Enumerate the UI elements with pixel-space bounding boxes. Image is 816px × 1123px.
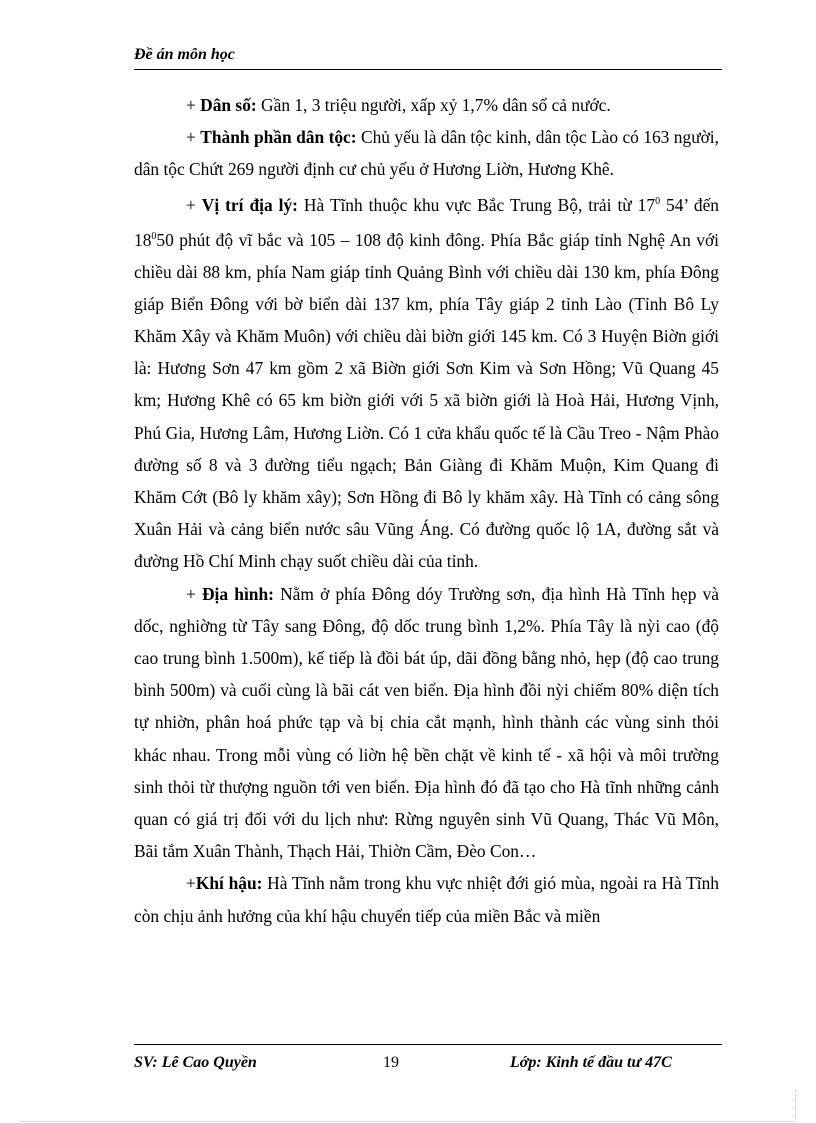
document-body [134,89,719,932]
paragraph-text-continued: 50 phút độ vĩ bắc và 105 – 108 độ kinh đông. Phía Bắc giáp tỉnh Nghệ An với chiều dài 88 km, phía Nam giáp tỉnh Quảng Bình với chiều dài 130 km, phía Đông giáp Biển Đông với bờ biển dài 137 km, phía Tây giáp 2 tỉnh Lào (Tỉnh Bô Ly Khăm Xây và Khăm Muôn) với chiều dài biờn giới 145 km. Có 3 Huyện Biờn giới là: Hương Sơn 47 km gồm 2 xã Biờn giới Sơn Kim và Sơn Hồng; Vũ Quang 45 km; Hương Khê có 65 km biờn giới với 5 xã biờn giới là Hoà Hải, Hương Vịnh, Phú Gia, Hương Lâm, Hương Liờn. Có 1 cửa khẩu quốc tế là Cầu Treo - Nậm Phào đường số 8 và 3 đường tiểu ngạch; Bản Giàng đi Khăm Muộn, Kim Quang đi Khăm Cớt (Bô ly khăm xây); Sơn Hồng đi Bô ly khăm xây. Hà Tĩnh có cảng sông Xuân Hải và cảng biển nước sâu Vũng Áng. Có đường quốc lộ 1A, đường sắt và đường Hồ Chí Minh chạy suốt chiều dài của tỉnh. [134,229,719,572]
paragraph-label: Khí hậu: [195,873,263,894]
footer-class: Lớp: Kinh tế đầu tư 47C [510,1054,672,1071]
paragraph-label: Vị trí địa lý: [201,194,298,215]
paragraph-text-continued: 54’ đến 18 [134,194,720,250]
paragraph-text: Gần 1, 3 triệu người, xấp xỷ 1,7% dân số cả nước. [256,95,611,115]
header-divider [134,69,722,70]
footer-page-number: 19 [383,1054,399,1071]
paragraph-label: Địa hình: [202,583,274,604]
page-border-dots [20,1121,796,1122]
paragraph-thanh-phan-dan-toc: + Thành phần dân tộc: Chủ yếu là dân tộc kinh, dân tộc Lào có 163 người, dân tộc Chứt 269 người định cư chủ yếu ở Hương Liờn, Hương Khê. [134,127,719,180]
paragraph-label: Thành phần dân tộc: [200,127,357,148]
page-border-dots-vertical [795,1090,796,1122]
footer-divider [134,1044,722,1045]
paragraph-khi-hau: +Khí hậu: Hà Tĩnh nằm trong khu vực nhiệt đới gió mùa, ngoài ra Hà Tĩnh còn chịu ảnh hưởng của khí hậu chuyển tiếp của miền Bắc và miền [134,873,719,926]
degree-superscript: 0 [655,195,661,207]
paragraph-text: Nằm ở phía Đông dóy Trường sơn, địa hình Hà Tĩnh hẹp và dốc, nghiờng từ Tây sang Đông, độ dốc trung bình 1,2%. Phía Tây là nỳi cao (độ cao trung bình 1.500m), kế tiếp là đồi bát úp, dãi đồng bằng nhỏ, hẹp (độ cao trung bình 500m) và cuối cùng là bãi cát ven biển. Địa hình đồi nỳi chiếm 80% diện tích tự nhiờn, phân hoá phức tạp và bị chia cắt mạnh, hình thành các vùng sinh thỏi khác nhau. Trong mỗi vùng có liờn hệ bền chặt về kinh tế - xã hội và môi trường sinh thỏi từ thượng nguồn tới ven biển. Địa hình đó đã tạo cho Hà tĩnh những cảnh quan có giá trị đối với du lịch như: Rừng nguyên sinh Vũ Quang, Thác Vũ Môn, Bãi tắm Xuân Thành, Thạch Hải, Thiờn Cầm, Đèo Con… [134,583,720,862]
paragraph-label: Dân số: [200,95,257,115]
paragraph-dia-hinh: + Địa hình: Nằm ở phía Đông dóy Trường sơn, địa hình Hà Tĩnh hẹp và dốc, nghiờng từ Tây sang Đông, độ dốc trung bình 1,2%. Phía Tây là nỳi cao (độ cao trung bình 1.500m), kế tiếp là đồi bát úp, dãi đồng bằng nhỏ, hẹp (độ cao trung bình 500m) và cuối cùng là bãi cát ven biển. Địa hình đồi nỳi chiếm 80% diện tích tự nhiờn, phân hoá phức tạp và bị chia cắt mạnh, hình thành các vùng sinh thỏi khác nhau. Trong mỗi vùng có liờn hệ bền chặt về kinh tế - xã hội và môi trường sinh thỏi từ thượng nguồn tới ven biển. Địa hình đó đã tạo cho Hà tĩnh những cảnh quan có giá trị đối với du lịch như: Rừng nguyên sinh Vũ Quang, Thác Vũ Môn, Bãi tắm Xuân Thành, Thạch Hải, Thiờn Cầm, Đèo Con… [134,583,720,862]
footer-student: SV: Lê Cao Quyền [134,1054,257,1071]
degree-superscript: 0 [151,230,157,242]
paragraph-text: Hà Tĩnh nằm trong khu vực nhiệt đới gió mùa, ngoài ra Hà Tĩnh còn chịu ảnh hưởng của khí hậu chuyển tiếp của miền Bắc và miền [134,873,719,926]
paragraph-dan-so: + Dân số: Gần 1, 3 triệu người, xấp xỷ 1,7% dân số cả nước. [186,95,611,115]
page-header-title: Đề án môn học [134,46,235,63]
paragraph-vi-tri-dia-ly: + Vị trí địa lý: Hà Tĩnh thuộc khu vực Bắc Trung Bộ, trải từ $17^0$ 54’ đến $18^050$ phút độ vĩ bắc và 105 – 108 độ kinh đông. Phía Bắc giáp tỉnh Nghệ An với chiều dài 88 km, phía Nam giáp tỉnh Quảng Bình với chiều dài 130 km, phía Đông giáp Biển Đông với bờ biển dài 137 km, phía Tây giáp 2 tỉnh Lào (Tỉnh Bô Ly Khăm Xây và Khăm Muôn) với chiều dài biờn giới 145 km. Có 3 Huyện Biờn giới là: Hương Sơn 47 km gồm 2 xã Biờn giới Sơn Kim và Sơn Hồng; Vũ Quang 45 km; Hương Khê có 65 km biờn giới với 5 xã biờn giới là Hoà Hải, Hương Vịnh, Phú Gia, Hương Lâm, Hương Liờn. Có 1 cửa khẩu quốc tế là Cầu Treo - Nậm Phào đường số 8 và 3 đường tiểu ngạch; Bản Giàng đi Khăm Muộn, Kim Quang đi Khăm Cớt (Bô ly khăm xây); Sơn Hồng đi Bô ly khăm xây. Hà Tĩnh có cảng sông Xuân Hải và cảng biển nước sâu Vũng Áng. Có đường quốc lộ 1A, đường sắt và đường Hồ Chí Minh chạy suốt chiều dài của tỉnh. [134,194,720,572]
paragraph-text: Chủ yếu là dân tộc kinh, dân tộc Lào có 163 người, dân tộc Chứt 269 người định cư chủ yếu ở Hương Liờn, Hương Khê. [134,127,719,180]
paragraph-text: Hà Tĩnh thuộc khu vực Bắc Trung Bộ, trải từ 17 [297,194,656,215]
